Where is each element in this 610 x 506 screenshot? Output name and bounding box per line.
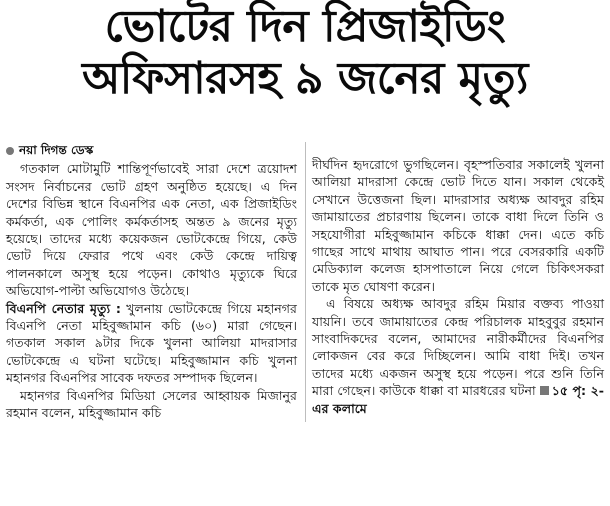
byline [6,142,297,159]
paragraph-principal [312,295,604,417]
headline [6,2,604,104]
headline-line-1: ভোটের দিন প্রিজাইডিং [104,1,506,52]
paragraph-intro: গতকাল মোটামুটি শান্তিপূর্ণভাবেই সারা দেশে ত্রয়োদশ সংসদ নির্বাচনের ভোট গ্রহণ অনুষ্ঠিত হয়েছে। এ দিন দেশের বিভিন্ন স্থানে বিএনপির এক নেতা, এক প্রিজাইডিং কর্মকর্তা, এক পোলিং কর্মকর্তাসহ অন্তত ৯ জনের মৃত্যু হয়েছে। তাদের মধ্যে কয়েকজন ভোটকেন্দ্রে গিয়ে, কেউ ভোট দিয়ে ফেরার পথে এবং কেউ কেন্দ্রে দায়িত্ব পালনকালে অসুস্থ হয়ে পড়েন। কোথাও মৃত্যুকে ঘিরে অভিযোগ-পাল্টা অভিযোগও উঠেছে। [6,161,297,299]
article-column-left [6,142,306,422]
paragraph-continuation: দীর্ঘদিন হৃদরোগে ভুগছিলেন। বৃহস্পতিবার সকালেই খুলনা আলিয়া মাদরাসা কেন্দ্রে ভোট দিতে যান। সকাল থেকেই সেখানে উত্তেজনা ছিল। মাদরাসার অধ্যক্ষ আবদুর রহিম জামায়াতের প্রচারণায় ছিলেন। তাকে বাধা দিলে তিনি ও সহযোগীরা মহিবুজ্জামান কচিকে ধাক্কা দেন। এতে কচি গাছের সাথে মাথায় আঘাত পান। পরে বেসরকারি একটি মেডিক্যাল কলেজ হাসপাতালে নিয়ে গেলে চিকিৎসকরা তাকে মৃত ঘোষণা করেন। [312,157,604,294]
square-bullet-icon [540,386,549,395]
paragraph-bnp-leader-text: খুলনায় ভোটকেন্দ্রে গিয়ে মহানগর বিএনপি নেতা মহিবুজ্জামান কচি (৬০) মারা গেছেন। গতকাল সকাল ৯টার দিকে খুলনা আলিয়া মাদরাসার ভোটকেন্দ্রে এ ঘটনা ঘটেছে। মহিবুজ্জামান কচি খুলনা মহানগর বিএনপির সাবেক দফতর সম্পাদক ছিলেন। [6,300,297,386]
byline-text: নয়া দিগন্ত ডেস্ক [19,143,94,157]
continuation-jump: ১৫ পৃ: ২-এর কলামে [312,383,604,416]
paragraph-principal-text: এ বিষয়ে অধ্যক্ষ আবদুর রহিম মিয়ার বক্তব্য পাওয়া যায়নি। তবে জামায়াতের কেন্দ্র পরিচালক মাহবুবুর রহমান সাংবাদিকদের বলেন, আমাদের নারীকর্মীদের বিএনপির লোকজন বের করে দিচ্ছিলেন। আমি বাধা দিই। তখন তাদের মধ্যে একজন অসুস্থ হয়ে পড়েন। পরে শুনি তিনি মারা গেছেন। কাউকে ধাক্কা বা মারধরের ঘটনা [312,296,604,399]
headline-line-2: অফিসারসহ ৯ জনের মৃত্যু [82,53,528,104]
paragraph-bnp-leader [6,300,297,387]
paragraph-media-cell: মহানগর বিএনপির মিডিয়া সেলের আহ্বায়ক মিজানুর রহমান বলেন, মহিবুজ্জামান কচি [6,387,297,421]
subheading: বিএনপি নেতার মৃত্যু : [6,300,121,316]
article-column-right [312,156,604,417]
bullet-icon [6,147,14,155]
